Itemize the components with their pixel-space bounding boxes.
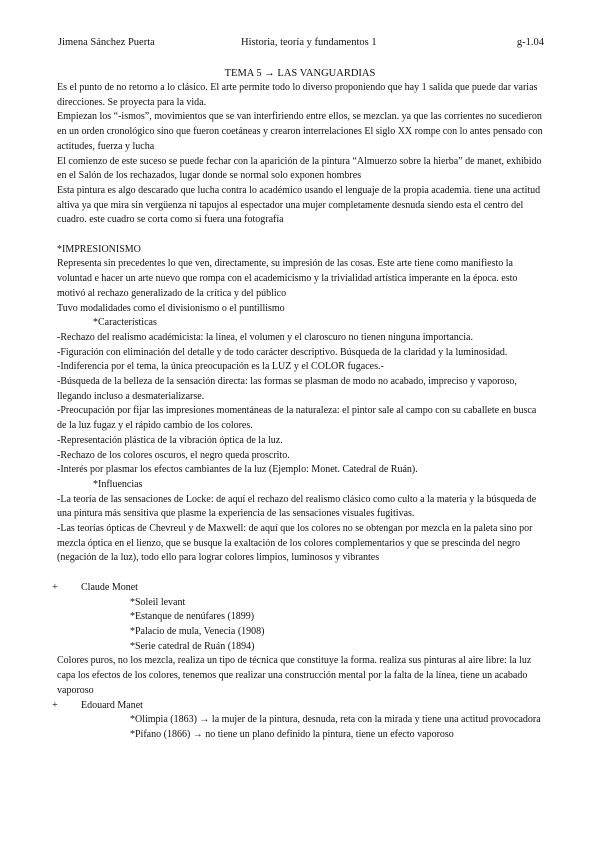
course-name: Historia, teoría y fundamentos 1 bbox=[241, 37, 377, 48]
characteristic-item: -Preocupación por fijar las impresiones momentáneas de la naturaleza: el pintor sale al campo con su caballete en busca de la luz fugaz y el rápido cambio de los colores. bbox=[57, 405, 537, 432]
intro-paragraph: El comienzo de este suceso se puede fechar con la aparición de la pintura “Almuerzo sobre la hierba” de manet, exhibido en el Salón de los rechazados, lugar donde se normal solo exponen hombres bbox=[57, 155, 542, 182]
artwork-item: *Soleil levant bbox=[130, 596, 186, 608]
characteristic-item: -Representación plástica de la vibración óptica de la luz. bbox=[57, 434, 283, 446]
artist-monet bbox=[49, 581, 547, 596]
spacer bbox=[57, 566, 547, 581]
bullet-plus-icon: + bbox=[52, 581, 58, 593]
intro-paragraph: Empiezan los “-ismos”, movimientos que se van interfiriendo entre ellos, se mezclan. ya que las corrientes no sucedieron en un orden cronológico sino que fueron coetáneas y crearon interrelaciones El siglo XX rompe con lo antes pensado con actitudes, fuerza y lucha bbox=[57, 111, 543, 152]
artwork-item: *Palacio de mula, Venecia (1908) bbox=[130, 625, 265, 637]
spacer bbox=[57, 228, 547, 243]
influences-heading: *Influencias bbox=[93, 478, 143, 490]
section-heading: *IMPRESIONISMO bbox=[57, 243, 141, 255]
artwork-item: *Serie catedral de Ruán (1894) bbox=[130, 640, 255, 652]
influence-item: -Las teorías ópticas de Chevreul y de Maxwell: de aquí que los colores no se obtengan por mezcla en la paleta sino por mezcla óptica en el lienzo, que se busque la exaltación de los colores complementarios y que se prescinda del negro (negación de la luz), todo ello para lograr colores limpios, luminosos y vibrantes bbox=[57, 523, 533, 564]
intro-paragraph: Esta pintura es algo descarado que lucha contra lo académico usando el lenguaje de la propia academia. tiene una actitud altiva ya que mira sin vergüenza ni tapujos al espectador una mujer completamente desnuda siendo esta el centro del cuadro. este cuadro se corta como si fuera una fotografía bbox=[57, 184, 541, 226]
artist-name: Edouard Manet bbox=[81, 699, 143, 711]
group-code: g-1.04 bbox=[516, 37, 544, 48]
characteristic-item: -Interés por plasmar los efectos cambiantes de la luz (Ejemplo: Monet. Catedral de Ruán). bbox=[57, 464, 418, 476]
characteristic-item: -Figuración con eliminación del detalle y de todo carácter descriptivo. Búsqueda de la claridad y la luminosidad. bbox=[57, 346, 508, 358]
characteristic-item: -Indiferencia por el tema, la única preocupación es la LUZ y el COLOR fugaces.- bbox=[57, 361, 384, 373]
section-description: Representa sin precedentes lo que ven, directamente, su impresión de las cosas. Este arte tiene como manifiesto la voluntad e hacer un arte nuevo que rompa con el academicismo y la trivialidad artística imperante en la época. esto motivó al rechazo generalizado de la crítica y del público bbox=[57, 258, 518, 299]
author-name: Jimena Sánchez Puerta bbox=[58, 37, 155, 48]
characteristic-item: -Rechazo del realismo académicista: la línea, el volumen y el claroscuro no tienen ninguna importancia. bbox=[57, 331, 473, 343]
artwork-item: *Pífano (1866) → no tiene un plano definido la pintura, tiene un efecto vaporoso bbox=[130, 728, 454, 740]
characteristic-item: -Rechazo de los colores oscuros, el negro queda proscrito. bbox=[57, 449, 290, 461]
document-title: TEMA 5 → LAS VANGUARDIAS bbox=[224, 68, 376, 79]
artist-note: Colores puros, no los mezcla, realiza un tipo de técnica que constituye la forma. realiza sus pinturas al aire libre: la luz capa los efectos de los colores, tenemos que realizar una construcción mental por la falta de la línea, tiene un acabado vaporoso bbox=[57, 655, 532, 696]
document-body bbox=[52, 81, 547, 743]
modalities-line: Tuvo modalidades como el divisionismo o el puntillismo bbox=[57, 302, 285, 314]
characteristics-heading: *Características bbox=[93, 317, 157, 329]
intro-paragraph: Es el punto de no retorno a lo clásico. El arte permite todo lo diverso proponiendo que hay 1 salida que puede dar varias direcciones. Se proyecta para la vida. bbox=[57, 82, 538, 108]
artwork-item: *Estanque de nenúfares (1899) bbox=[130, 611, 255, 623]
artist-name: Claude Monet bbox=[81, 581, 138, 593]
artwork-text: *Olimpia (1863) → la mujer de la pintura, desnuda, reta con la mirada y tiene una actitud provocadora bbox=[130, 714, 541, 726]
page-header bbox=[58, 37, 544, 51]
influence-item: -La teoría de las sensaciones de Locke: de aquí el rechazo del realismo clásico como culto a la materia y la búsqueda de una pintura más sensitiva que plasme la experiencia de las sensaciones visuales fugitivas. bbox=[57, 493, 537, 520]
artwork-item bbox=[57, 713, 547, 728]
bullet-plus-icon: + bbox=[52, 699, 58, 711]
characteristic-item: -Búsqueda de la belleza de la sensación directa: las formas se plasman de modo no acabado, impreciso y vaporoso, llegando incluso a desmaterializarse. bbox=[57, 376, 517, 402]
artist-manet bbox=[49, 699, 547, 714]
